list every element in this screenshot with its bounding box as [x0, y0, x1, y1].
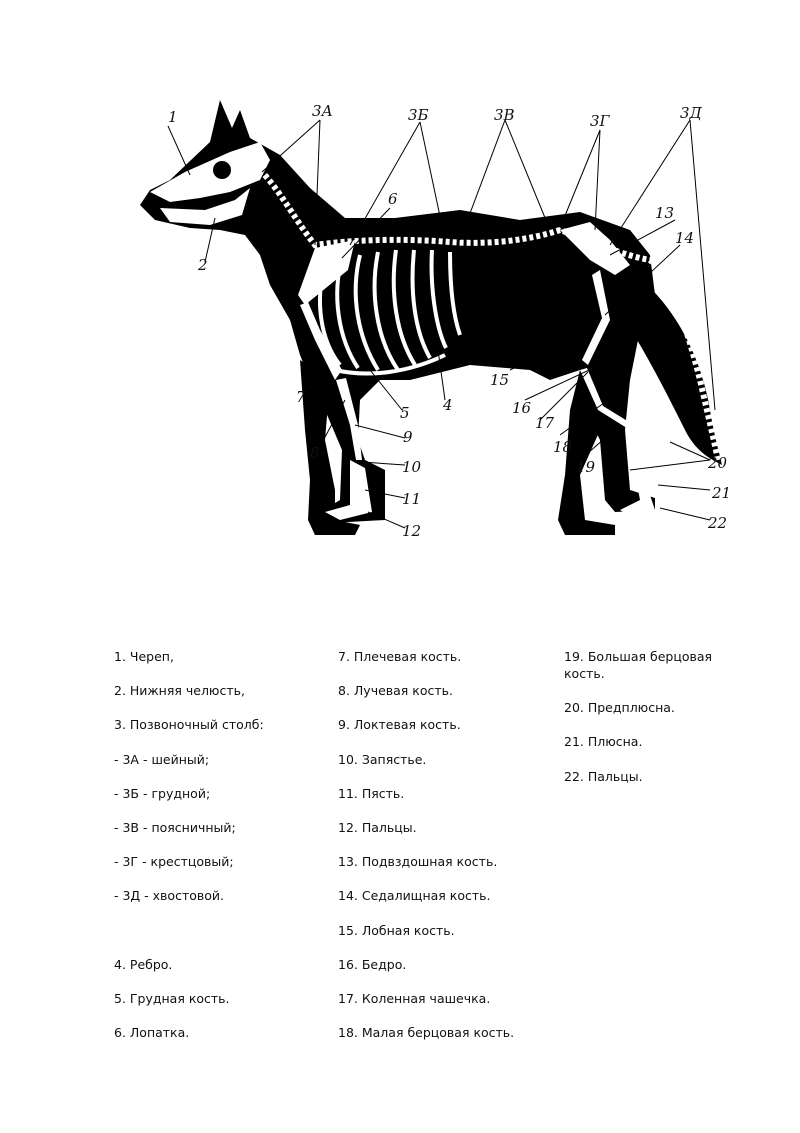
- legend-item: 2. Нижняя челюсть,: [114, 683, 245, 699]
- label-15: 15: [490, 371, 510, 389]
- legend-item: 1. Череп,: [114, 649, 174, 664]
- label-16: 16: [512, 399, 532, 417]
- label-14: 14: [675, 229, 695, 247]
- label-20: 20: [708, 454, 728, 472]
- legend-item: - 3А - шейный;: [114, 751, 210, 767]
- legend-item: 22. Пальцы.: [564, 768, 643, 784]
- label-11: 11: [402, 490, 422, 508]
- legend-spacer: [114, 922, 324, 956]
- label-8: 8: [310, 444, 320, 462]
- label-5: 5: [400, 404, 410, 422]
- label-17: 17: [535, 414, 555, 432]
- label-4: 4: [443, 396, 453, 414]
- legend-item: 6. Лопатка.: [114, 1024, 190, 1040]
- label-22: 22: [708, 514, 728, 532]
- legend-item: 21. Плюсна.: [564, 734, 643, 750]
- legend-item: - 3В - поясничный;: [114, 819, 236, 835]
- legend-item: 16. Бедро.: [338, 956, 407, 972]
- dog-skeleton-illustration: [110, 80, 750, 570]
- label-19: 19: [576, 458, 596, 476]
- legend-item: - 3Д - хвостовой.: [114, 888, 224, 904]
- legend-item: 19. Большая берцовая кость.: [564, 649, 713, 681]
- label-3d: 3Д: [680, 104, 702, 122]
- label-21: 21: [712, 484, 732, 502]
- label-3g: 3Г: [590, 112, 610, 130]
- legend-item: 10. Запястье.: [338, 751, 427, 767]
- legend-item: 12. Пальцы.: [338, 819, 417, 835]
- legend-item: 13. Подвздошная кость.: [338, 854, 498, 870]
- legend-item: - 3Г - крестцовый;: [114, 854, 234, 870]
- legend-column-2: [338, 648, 553, 1058]
- label-3b: 3Б: [408, 106, 429, 124]
- legend-item: 9. Локтевая кость.: [338, 717, 461, 733]
- legend-column-1: [114, 648, 324, 1058]
- legend-item: 11. Пясть.: [338, 785, 405, 801]
- legend-item: 4. Ребро.: [114, 956, 173, 972]
- legend-item: - 3Б - грудной;: [114, 785, 211, 801]
- legend-item: 14. Седалищная кость.: [338, 888, 491, 904]
- legend-item: 7. Плечевая кость.: [338, 649, 462, 664]
- legend-item: 8. Лучевая кость.: [338, 683, 453, 699]
- label-1: 1: [168, 108, 178, 126]
- label-6: 6: [388, 190, 398, 208]
- label-2: 2: [198, 256, 208, 274]
- legend-item: 3. Позвоночный столб:: [114, 717, 264, 733]
- label-3v: 3В: [494, 106, 515, 124]
- legend-item: 17. Коленная чашечка.: [338, 990, 491, 1006]
- legend-item: 20. Предплюсна.: [564, 700, 675, 716]
- label-7: 7: [296, 388, 306, 406]
- label-18: 18: [553, 438, 573, 456]
- label-10: 10: [402, 458, 422, 476]
- label-12: 12: [402, 522, 422, 540]
- label-3a: 3А: [312, 102, 333, 120]
- legend-item: 5. Грудная кость.: [114, 990, 230, 1006]
- label-9: 9: [403, 428, 413, 446]
- legend-item: 15. Лобная кость.: [338, 922, 455, 938]
- dog-skeleton-figure: [110, 80, 750, 570]
- legend-item: 18. Малая берцовая кость.: [338, 1025, 515, 1041]
- legend-column-3: [564, 648, 744, 802]
- label-13: 13: [655, 204, 675, 222]
